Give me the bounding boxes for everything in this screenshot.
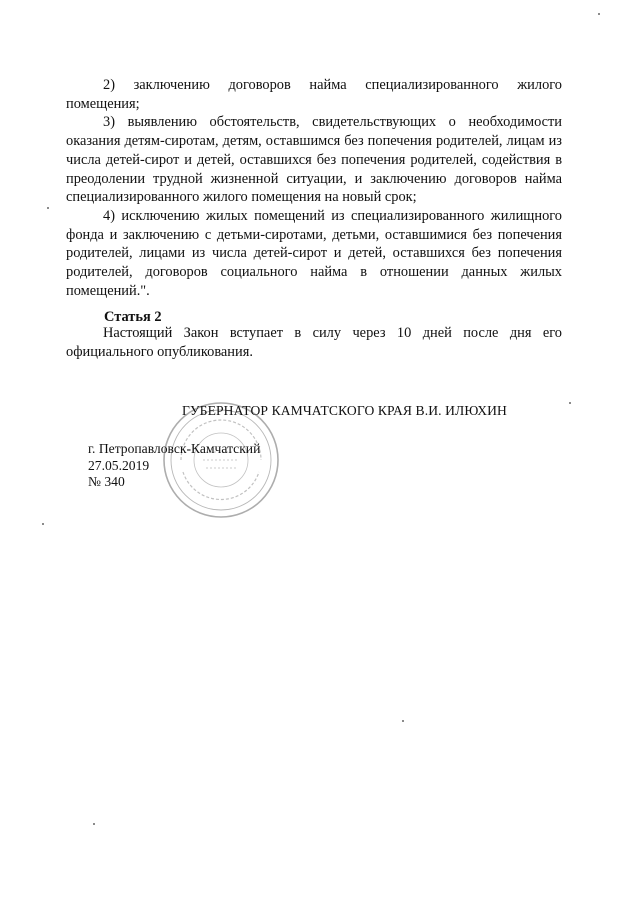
paragraph-item-4: 4) исключению жилых помещений из специализированного жилищного фонда и заключению с детьми-сиротами, детьми, оставшимися без попечения родителей, лицами из числа детей-сирот и детей, оставшихся без попечения родителей, договоров социального найма в отношении данных жилых помещений.". xyxy=(66,207,562,299)
scan-speck xyxy=(569,402,571,404)
signing-city: г. Петропавловск-Камчатский xyxy=(88,441,261,456)
law-number: № 340 xyxy=(88,474,125,489)
paragraph-item-2: 2) заключению договоров найма специализированного жилого помещения; xyxy=(66,77,562,112)
scan-speck xyxy=(42,523,44,525)
paragraph-item-3: 3) выявлению обстоятельств, свидетельствующих о необходимости оказания детям-сиротам, детям, оставшимся без попечения родителей, лицам из числа детей-сирот и детей, оставшихся без попечения родителей, содействия в преодолении трудной жизненной ситуации, и заключению договоров найма специализированного жилого помещения на новый срок; xyxy=(66,114,562,206)
article-2-text: Настоящий Закон вступает в силу через 10 дней после дня его официального опубликования. xyxy=(66,325,562,360)
scan-speck xyxy=(598,13,600,15)
article-1-continuation xyxy=(66,76,562,300)
scan-speck xyxy=(93,823,95,825)
signing-date: 27.05.2019 xyxy=(88,457,150,473)
article-2-heading: Статья 2 xyxy=(104,309,162,325)
article-2-body xyxy=(66,324,562,361)
governor-signature-line: ГУБЕРНАТОР КАМЧАТСКОГО КРАЯ В.И. ИЛЮХИН xyxy=(182,403,507,418)
signing-details xyxy=(88,441,260,491)
scan-speck xyxy=(47,207,49,209)
scan-speck xyxy=(402,720,404,722)
